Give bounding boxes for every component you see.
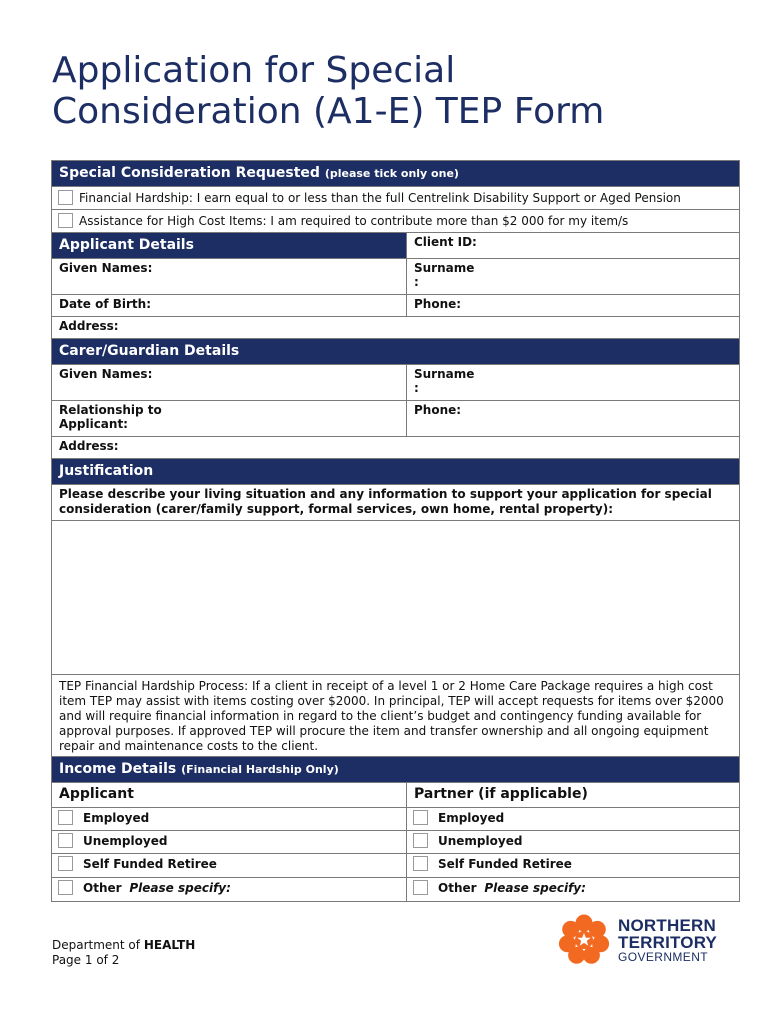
justification-header [52, 459, 740, 485]
applicant-retiree-label: Self Funded Retiree [83, 857, 217, 871]
applicant-employed-label: Employed [83, 811, 150, 825]
carer-relationship-label: Relationship to Applicant: [59, 403, 162, 431]
partner-employed-checkbox[interactable] [413, 810, 428, 825]
carer-details-title: Carer/Guardian Details [59, 343, 240, 359]
applicant-phone-label: Phone: [414, 297, 462, 311]
justification-text-area[interactable] [52, 521, 740, 675]
applicant-address-label: Address: [59, 319, 119, 333]
department-name: HEALTH [143, 938, 196, 952]
applicant-retiree-row [52, 854, 407, 878]
nt-government-wordmark [618, 917, 717, 964]
carer-given-names-label: Given Names: [59, 367, 153, 381]
justification-title: Justification [59, 463, 154, 479]
title-line-1: Application for Special [52, 50, 456, 91]
client-id-label: Client ID: [414, 235, 477, 249]
partner-unemployed-checkbox[interactable] [413, 833, 428, 848]
applicant-address-field[interactable] [52, 317, 740, 339]
applicant-other-label: Other [83, 881, 122, 895]
page-footer [52, 938, 195, 968]
income-details-note: (Financial Hardship Only) [181, 763, 339, 776]
carer-given-names-field[interactable] [52, 365, 407, 401]
carer-phone-label: Phone: [414, 403, 462, 417]
income-applicant-heading: Applicant [52, 783, 407, 808]
partner-other-label: Other [438, 881, 477, 895]
carer-details-header [52, 339, 740, 365]
high-cost-items-checkbox[interactable] [58, 213, 73, 228]
logo-line-northern: NORTHERN [618, 916, 716, 935]
applicant-phone-field[interactable] [407, 295, 740, 317]
partner-other-checkbox[interactable] [413, 880, 428, 895]
applicant-given-names-label: Given Names: [59, 261, 153, 275]
carer-phone-field[interactable] [407, 401, 740, 437]
justification-prompt: Please describe your living situation and any information to support your application for special consideration (carer/family support, formal services, own home, rental property): [52, 485, 740, 521]
department-line [52, 938, 195, 953]
department-prefix: Department of [52, 938, 140, 952]
applicant-dob-label: Date of Birth: [59, 297, 152, 311]
applicant-details-header [52, 233, 407, 259]
carer-address-field[interactable] [52, 437, 740, 459]
partner-retiree-checkbox[interactable] [413, 856, 428, 871]
financial-hardship-checkbox[interactable] [58, 190, 73, 205]
carer-relationship-field[interactable] [52, 401, 407, 437]
client-id-field[interactable] [407, 233, 740, 259]
partner-retiree-row [407, 854, 740, 878]
applicant-other-checkbox[interactable] [58, 880, 73, 895]
applicant-unemployed-checkbox[interactable] [58, 833, 73, 848]
carer-surname-label: Surname : [414, 367, 475, 395]
logo-line-government: GOVERNMENT [618, 950, 709, 964]
option-high-cost-row [52, 210, 740, 233]
partner-employed-row [407, 808, 740, 831]
applicant-please-specify: Please specify: [129, 881, 231, 895]
page-number: Page 1 of 2 [52, 953, 120, 967]
income-partner-heading: Partner (if applicable) [407, 783, 740, 808]
applicant-surname-label: Surname : [414, 261, 475, 289]
high-cost-items-label: Assistance for High Cost Items: I am required to contribute more than $2 000 for my item/s [79, 214, 629, 228]
application-form [51, 160, 740, 902]
applicant-other-row [52, 878, 407, 902]
applicant-details-title: Applicant Details [59, 237, 194, 253]
applicant-dob-field[interactable] [52, 295, 407, 317]
special-consideration-title: Special Consideration Requested [59, 165, 320, 181]
applicant-employed-checkbox[interactable] [58, 810, 73, 825]
partner-unemployed-row [407, 831, 740, 854]
applicant-given-names-field[interactable] [52, 259, 407, 295]
carer-surname-field[interactable] [407, 365, 740, 401]
applicant-employed-row [52, 808, 407, 831]
page-title [52, 50, 732, 132]
option-financial-hardship-row [52, 187, 740, 210]
special-consideration-note: (please tick only one) [324, 167, 459, 180]
hardship-process-text: TEP Financial Hardship Process: If a client in receipt of a level 1 or 2 Home Care Package requires a high cost item TEP may assist with items costing over $2000. In principal, TEP will accept requests for items over $2000 and will require financial information in regard to the client’s budget and contingency funding available for approval purposes. If approved TEP will procure the item and transfer ownership and all ongoing equipment repair and maintenance costs to the client. [52, 675, 740, 757]
partner-please-specify: Please specify: [484, 881, 586, 895]
partner-unemployed-label: Unemployed [438, 834, 523, 848]
logo-line-territory: TERRITORY [618, 933, 718, 952]
applicant-unemployed-row [52, 831, 407, 854]
special-consideration-header [52, 161, 740, 187]
applicant-surname-field[interactable] [407, 259, 740, 295]
title-line-2: Consideration (A1-E) TEP Form [52, 91, 605, 132]
applicant-unemployed-label: Unemployed [83, 834, 168, 848]
financial-hardship-label: Financial Hardship: I earn equal to or less than the full Centrelink Disability Support or Aged Pension [79, 191, 681, 205]
income-details-title: Income Details [59, 761, 177, 777]
partner-retiree-label: Self Funded Retiree [438, 857, 572, 871]
income-details-header [52, 757, 740, 783]
carer-address-label: Address: [59, 439, 119, 453]
partner-other-row [407, 878, 740, 902]
applicant-retiree-checkbox[interactable] [58, 856, 73, 871]
partner-employed-label: Employed [438, 811, 505, 825]
